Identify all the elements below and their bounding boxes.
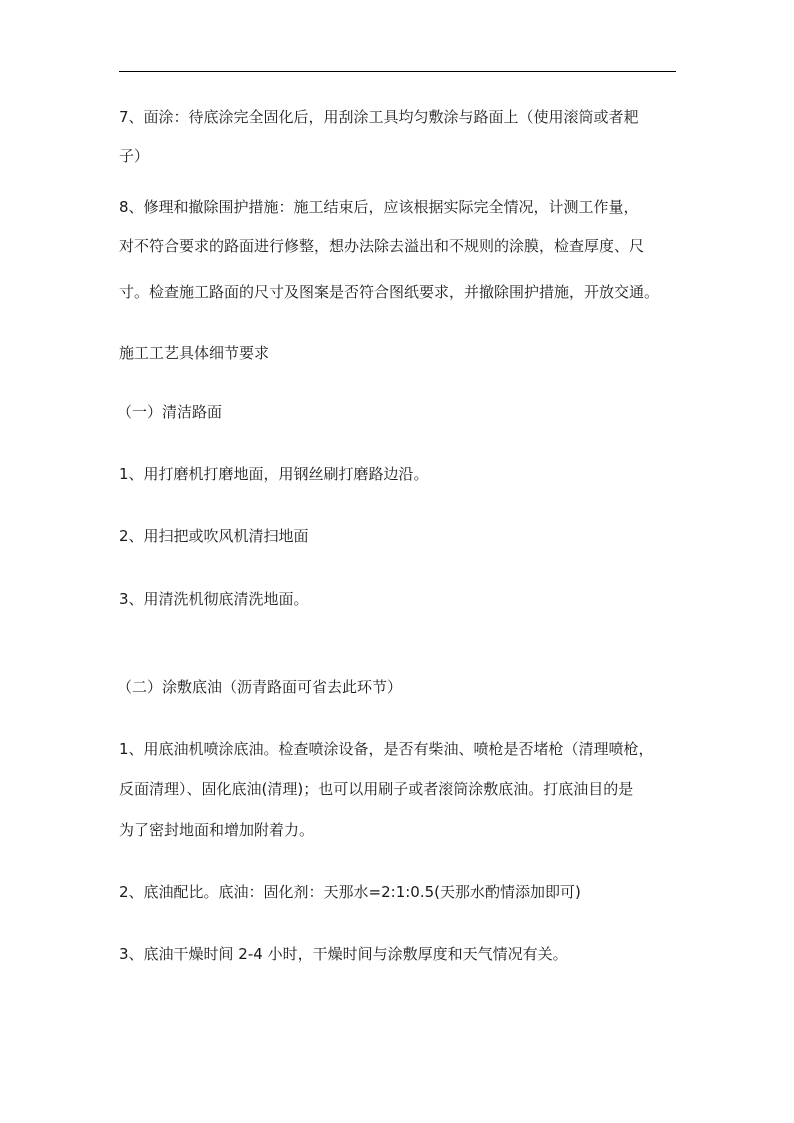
primer-item-3: 3、底油干燥时间 2-4 小时，干燥时间与涂敷厚度和天气情况有关。: [119, 945, 568, 963]
step-8-line-1: 8、修理和撤除围护措施：施工结束后，应该根据实际完全情况，计测工作量，: [119, 198, 639, 216]
primer-item-1-line-3: 为了密封地面和增加附着力。: [119, 821, 315, 839]
subsection-1-title: （一）清洁路面: [117, 403, 223, 421]
primer-item-1-line-2: 反面清理）、固化底油(清理)；也可以用刷子或者滚筒涂敷底油。打底油目的是: [119, 780, 634, 798]
step-7-line-1: 7、面涂：待底涂完全固化后，用刮涂工具均匀敷涂与路面上（使用滚筒或者耙: [119, 108, 639, 126]
subsection-2-title: （二）涂敷底油（沥青路面可省去此环节）: [117, 678, 403, 696]
primer-item-2: 2、底油配比。底油：固化剂：天那水=2:1:0.5(天那水酌情添加即可): [119, 883, 581, 901]
section-heading: 施工工艺具体细节要求: [119, 344, 270, 362]
step-8-line-3: 寸。检查施工路面的尺寸及图案是否符合图纸要求，并撤除围护措施，开放交通。: [119, 283, 660, 301]
clean-item-3: 3、用清洗机彻底清洗地面。: [119, 590, 309, 608]
clean-item-2: 2、用扫把或吹风机清扫地面: [119, 527, 309, 545]
step-8-line-2: 对不符合要求的路面进行修整，想办法除去溢出和不规则的涂膜，检查厚度、尺: [119, 237, 645, 255]
clean-item-1: 1、用打磨机打磨地面，用钢丝刷打磨路边沿。: [119, 465, 429, 483]
primer-item-1-line-1: 1、用底油机喷涂底油。检查喷涂设备，是否有柴油、喷枪是否堵枪（清理喷枪，: [119, 740, 654, 758]
header-rule: [119, 71, 676, 72]
step-7-line-2: 子）: [119, 147, 150, 165]
